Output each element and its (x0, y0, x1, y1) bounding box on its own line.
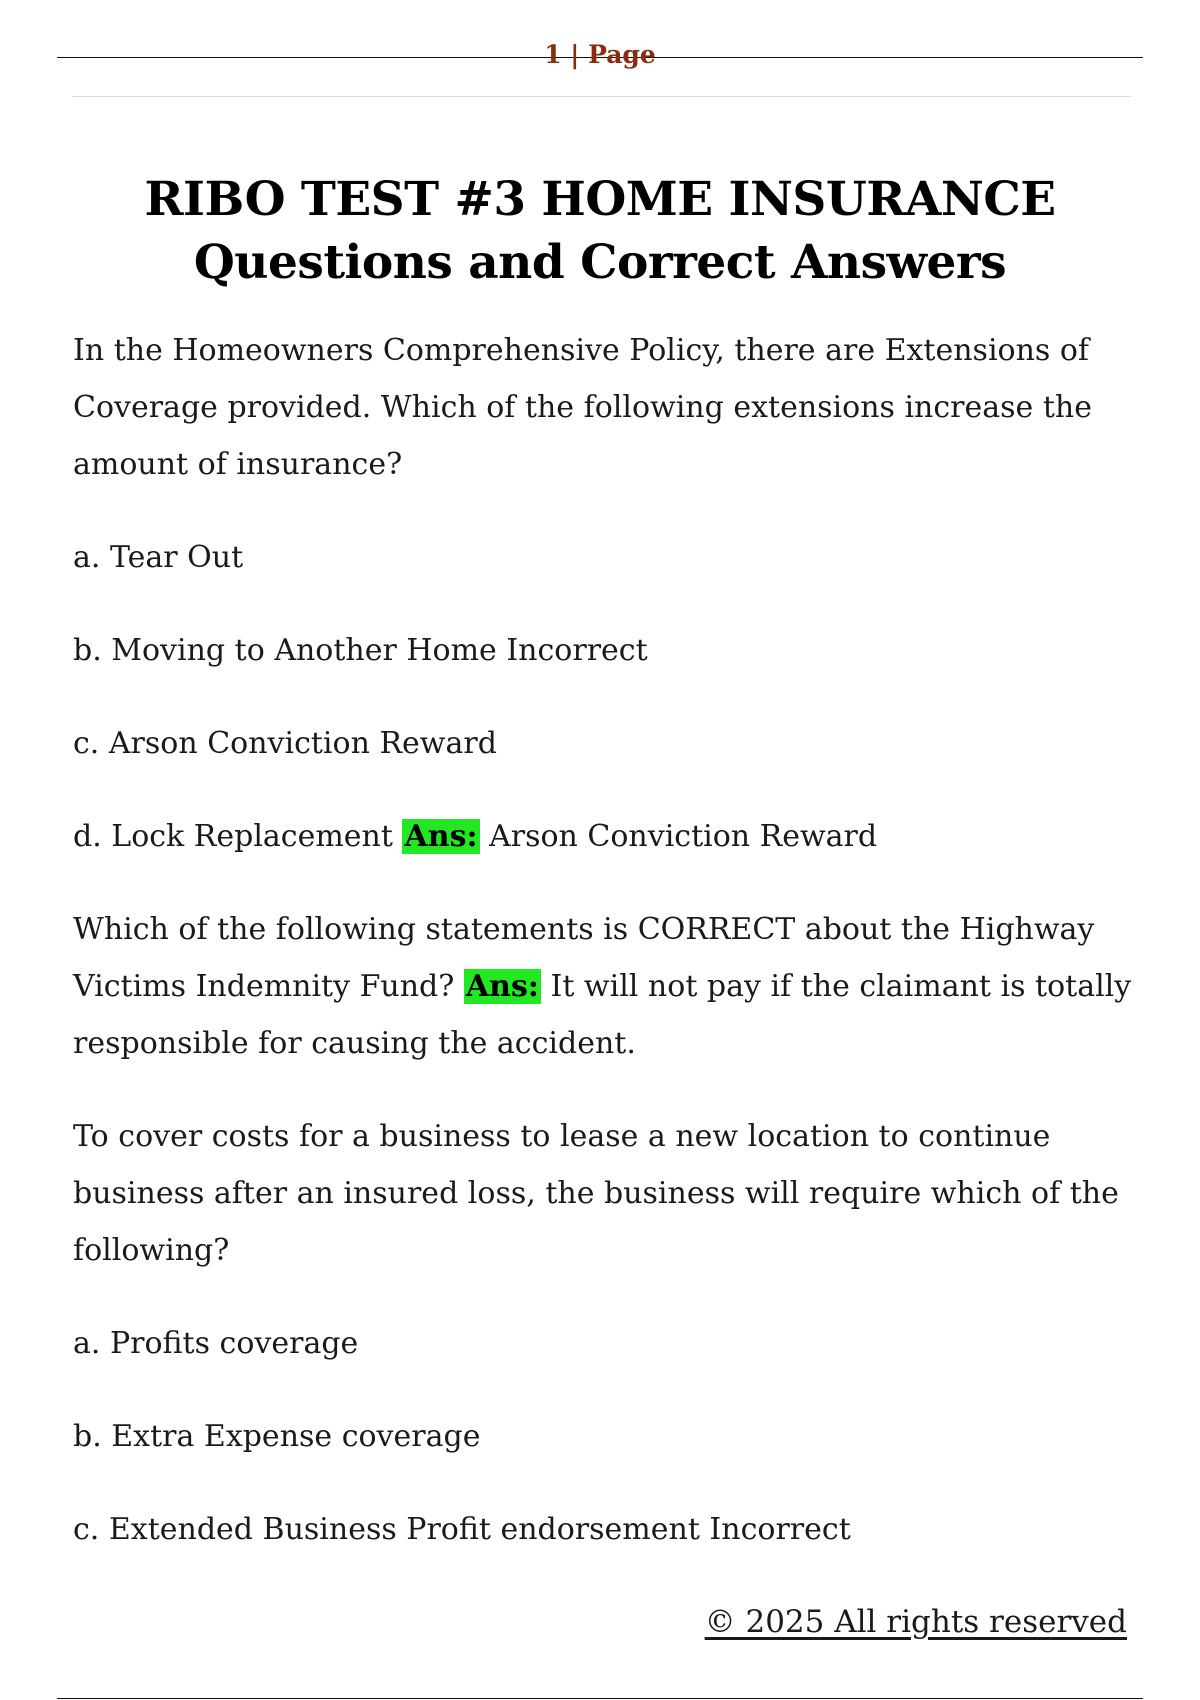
answer-text: Arson Conviction Reward (479, 819, 878, 854)
document-body (73, 322, 1143, 1594)
question-1-option-a: a. Tear Out (73, 540, 244, 575)
document-title (0, 168, 1200, 294)
question-3: To cover costs for a business to lease a new location to continue business after an insured loss, the business will require which of the following? (73, 1119, 1119, 1268)
question-1-option-b: b. Moving to Another Home Incorrect (73, 633, 648, 668)
answer-label: Ans: (404, 819, 478, 854)
question-1-option-d (73, 808, 1143, 865)
question-3-option-a: a. Profits coverage (73, 1326, 359, 1361)
question-2 (73, 901, 1143, 1072)
divider (72, 96, 1131, 97)
title-line-2: Questions and Correct Answers (193, 235, 1007, 290)
footer-rule (57, 1698, 1143, 1699)
page-number: 1 | Page (544, 40, 656, 69)
answer-text: It will not pay if the claimant is totally responsible for causing the accident. (73, 969, 1132, 1061)
question-2-text: Which of the following statements is CORRECT about the Highway Victims Indemnity Fund? (73, 912, 1095, 1004)
answer-label: Ans: (465, 969, 539, 1004)
option-d-text: d. Lock Replacement (73, 819, 403, 854)
title-line-1: RIBO TEST #3 HOME INSURANCE (144, 172, 1056, 227)
copyright-notice: © 2025 All rights reserved (704, 1604, 1127, 1640)
question-3-option-b: b. Extra Expense coverage (73, 1419, 481, 1454)
question-3-option-c: c. Extended Business Profit endorsement Incorrect (73, 1512, 851, 1547)
question-1-option-c: c. Arson Conviction Reward (73, 726, 497, 761)
question-1: In the Homeowners Comprehensive Policy, there are Extensions of Coverage provided. Which of the following extensions increase the amount of insurance? (73, 333, 1092, 482)
